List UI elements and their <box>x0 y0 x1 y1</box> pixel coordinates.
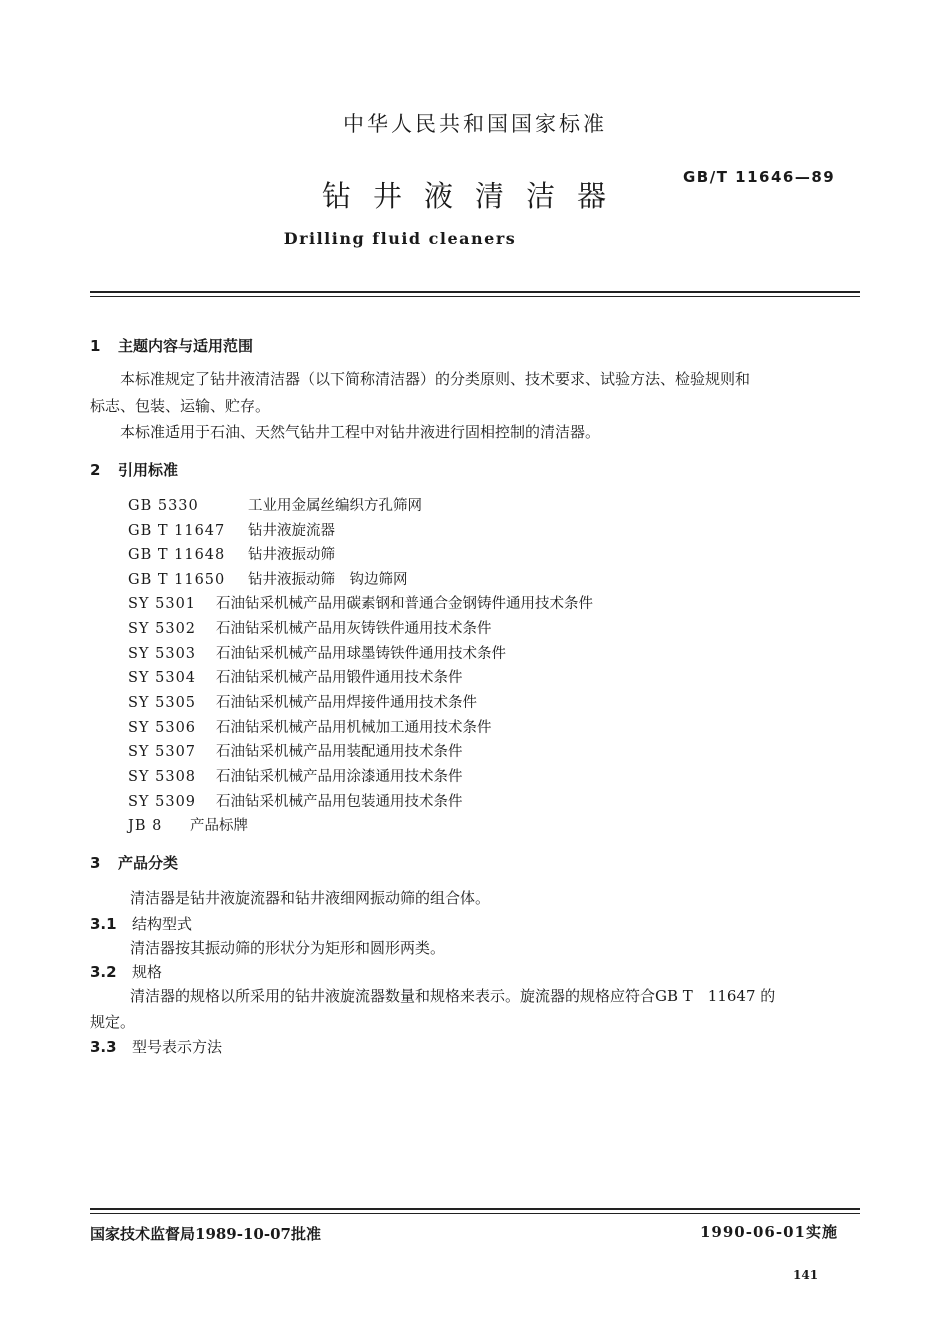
section-1-title: 主题内容与适用范围 <box>118 337 254 355</box>
section-1-para2: 本标准适用于石油、天然气钻井工程中对钻井液进行固相控制的清洁器。 <box>120 423 601 441</box>
reference-title: 钻井液振动筛 <box>248 547 335 563</box>
reference-item <box>128 543 335 564</box>
standard-number: GB/T 11646—89 <box>683 168 836 186</box>
section-3-2-heading <box>90 961 162 982</box>
reference-code: SY 5301 <box>128 596 197 612</box>
reference-item <box>128 642 506 663</box>
section-3-2-number: 3.2 <box>90 963 117 981</box>
section-3-1-heading <box>90 913 192 934</box>
reference-item <box>128 494 422 515</box>
reference-title: 石油钻采机械产品用涂漆通用技术条件 <box>216 769 463 785</box>
section-3-3-number: 3.3 <box>90 1038 117 1056</box>
footer-rule-bottom <box>90 1213 860 1214</box>
section-2-number: 2 <box>90 461 101 479</box>
reference-item <box>128 814 248 835</box>
reference-item <box>128 716 492 737</box>
reference-title: 钻井液振动筛 钩边筛网 <box>248 572 408 588</box>
reference-code: SY 5304 <box>128 670 197 686</box>
reference-code: GB T 11648 <box>128 547 226 563</box>
section-1-heading <box>90 335 253 356</box>
reference-title: 石油钻采机械产品用锻件通用技术条件 <box>216 670 463 686</box>
reference-item <box>128 617 492 638</box>
reference-item <box>128 666 463 687</box>
header-rule-bottom <box>90 296 860 297</box>
section-3-1-number: 3.1 <box>90 915 117 933</box>
reference-code: SY 5308 <box>128 769 197 785</box>
reference-title: 石油钻采机械产品用球墨铸铁件通用技术条件 <box>216 646 506 662</box>
header-rule-top <box>90 291 860 293</box>
reference-item <box>128 740 463 761</box>
reference-title: 石油钻采机械产品用焊接件通用技术条件 <box>216 695 477 711</box>
reference-code: GB T 11650 <box>128 572 226 588</box>
reference-item <box>128 790 463 811</box>
section-3-number: 3 <box>90 854 101 872</box>
reference-item <box>128 691 477 712</box>
page-number: 141 <box>793 1268 819 1282</box>
reference-code: GB T 11647 <box>128 523 226 539</box>
reference-item <box>128 592 593 613</box>
footer-rule-top <box>90 1208 860 1210</box>
reference-code: SY 5306 <box>128 720 197 736</box>
reference-item <box>128 765 463 786</box>
section-3-2-line1: 清洁器的规格以所采用的钻井液旋流器数量和规格来表示。旋流器的规格应符合GB T 11647 的 <box>130 987 776 1005</box>
reference-code: SY 5307 <box>128 744 197 760</box>
reference-code: SY 5305 <box>128 695 197 711</box>
reference-code: SY 5303 <box>128 646 197 662</box>
section-3-3-heading <box>90 1036 222 1057</box>
section-3-1-title: 结构型式 <box>132 915 193 933</box>
reference-title: 石油钻采机械产品用灰铸铁件通用技术条件 <box>216 621 492 637</box>
reference-item <box>128 519 335 540</box>
section-1-number: 1 <box>90 337 101 355</box>
section-3-para: 清洁器是钻井液旋流器和钻井液细网振动筛的组合体。 <box>130 889 491 907</box>
national-standard-heading: 中华人民共和国国家标准 <box>343 112 607 136</box>
reference-title: 石油钻采机械产品用机械加工通用技术条件 <box>216 720 492 736</box>
reference-code: SY 5309 <box>128 794 197 810</box>
document-title-cn: 钻井液清洁器 <box>321 179 628 213</box>
section-3-3-title: 型号表示方法 <box>132 1038 223 1056</box>
document-title-en: Drilling fluid cleaners <box>283 229 517 248</box>
reference-title: 产品标牌 <box>190 818 248 834</box>
reference-title: 石油钻采机械产品用包装通用技术条件 <box>216 794 463 810</box>
reference-title: 工业用金属丝编织方孔筛网 <box>248 498 422 514</box>
reference-title: 钻井液旋流器 <box>248 523 335 539</box>
reference-code: JB 8 <box>128 818 163 834</box>
section-3-2-title: 规格 <box>132 963 163 981</box>
section-3-heading <box>90 852 178 873</box>
section-1-para1-line2: 标志、包装、运输、贮存。 <box>90 397 271 415</box>
section-3-2-line2: 规定。 <box>90 1013 136 1031</box>
section-2-title: 引用标准 <box>118 461 179 479</box>
section-1-para1-line1: 本标准规定了钻井液清洁器（以下简称清洁器）的分类原则、技术要求、试验方法、检验规则和 <box>120 370 751 388</box>
reference-code: GB 5330 <box>128 498 199 514</box>
reference-code: SY 5302 <box>128 621 197 637</box>
section-2-heading <box>90 459 178 480</box>
approval-date: 国家技术监督局1989-10-07批准 <box>90 1225 321 1243</box>
section-3-title: 产品分类 <box>118 854 179 872</box>
reference-item <box>128 568 408 589</box>
reference-title: 石油钻采机械产品用装配通用技术条件 <box>216 744 463 760</box>
section-3-1-para: 清洁器按其振动筛的形状分为矩形和圆形两类。 <box>130 939 446 957</box>
reference-title: 石油钻采机械产品用碳素钢和普通合金钢铸件通用技术条件 <box>216 596 593 612</box>
implementation-date: 1990-06-01实施 <box>700 1223 838 1241</box>
